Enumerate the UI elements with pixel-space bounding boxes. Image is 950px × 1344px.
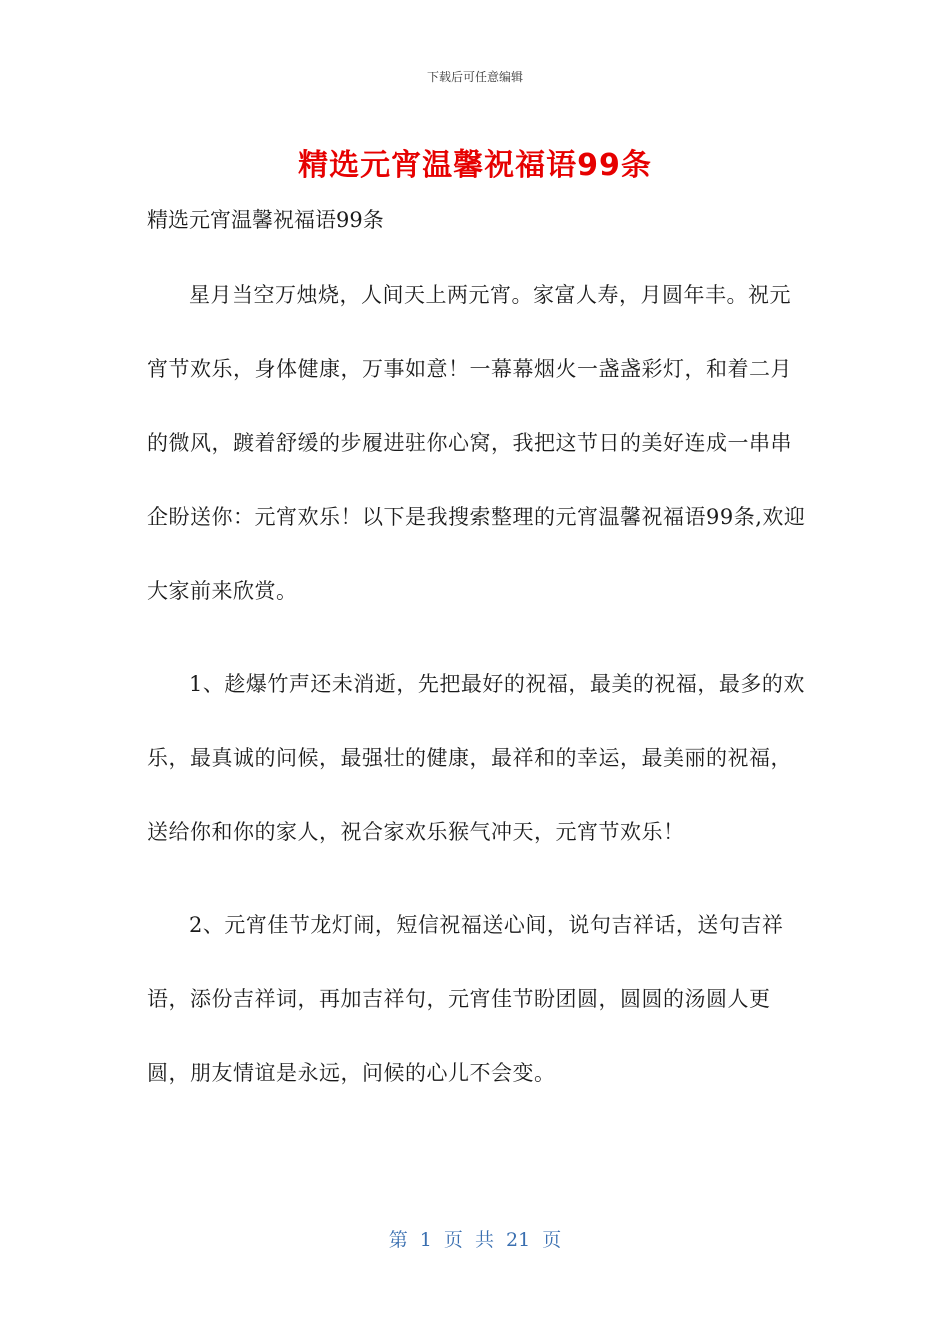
page-footer: 第 1 页 共 21 页 (388, 1229, 562, 1251)
greeting-paragraph-2: 2、元宵佳节龙灯闹，短信祝福送心间，说句吉祥话，送句吉祥语，添份吉祥词，再加吉祥句，元宵佳节盼团圆，圆圆的汤圆人更圆，朋友情谊是永远，问候的心儿不会变。 (147, 913, 784, 1085)
intro-paragraph: 星月当空万烛烧，人间天上两元宵。家富人寿，月圆年丰。祝元宵节欢乐，身体健康，万事如意！一幕幕烟火一盏盏彩灯，和着二月的微风，踱着舒缓的步履进驻你心窝，我把这节日的美好连成一串串企盼送你：元宵欢乐！以下是我搜索整理的元宵温馨祝福语99条,欢迎大家前来欣赏。 (147, 283, 806, 603)
header-note: 下载后可任意编辑 (426, 70, 523, 84)
document-title: 精选元宵温馨祝福语99条 (298, 148, 652, 183)
greeting-paragraph-1: 1、趁爆竹声还未消逝，先把最好的祝福，最美的祝福，最多的欢乐，最真诚的问候，最强壮的健康，最祥和的幸运，最美丽的祝福，送给你和你的家人，祝合家欢乐猴气冲天，元宵节欢乐！ (147, 672, 805, 844)
document-body (147, 202, 809, 1147)
document-subtitle: 精选元宵温馨祝福语99条 (147, 208, 384, 232)
